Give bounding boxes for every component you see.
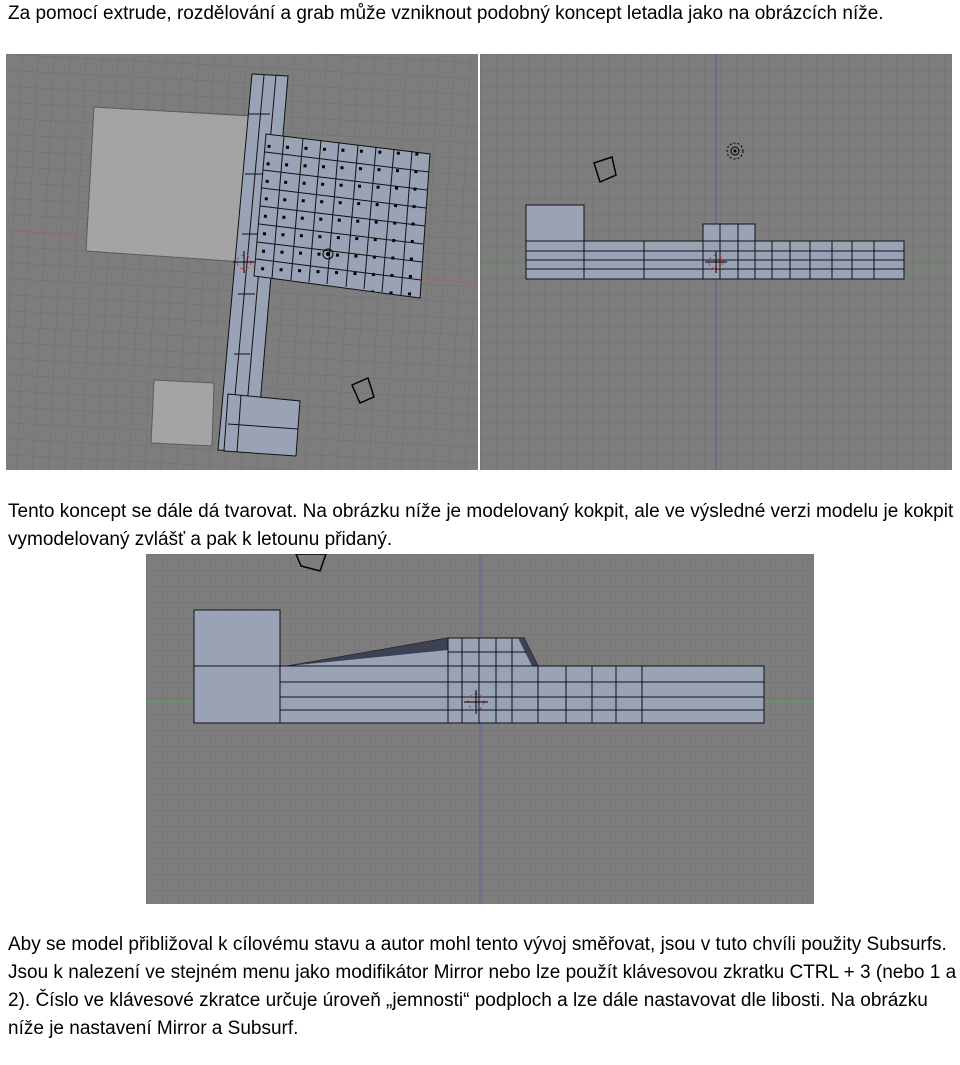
- cockpit-block: [194, 610, 280, 666]
- viewport-top-view: [6, 54, 478, 470]
- tail-plane-left: [151, 380, 214, 446]
- viewport-cockpit-view: [146, 554, 814, 904]
- canopy-block: [703, 224, 755, 242]
- wing-mesh-grid: [254, 134, 430, 298]
- wing-plane-left: [86, 107, 251, 262]
- intro-paragraph: Za pomocí extrude, rozdělování a grab může vzniknout podobný koncept letadla jako na obrázcích níže.: [8, 3, 884, 24]
- cockpit-block: [526, 205, 584, 241]
- concept-paragraph: Tento koncept se dále dá tvarovat. Na obrázku níže je modelovaný kokpit, ale ve výsledné verzi modelu je kokpit vymodelovaný zvlášť a pak k letounu přidaný.: [8, 501, 954, 550]
- subsurf-paragraph: Aby se model přibližoval k cílovému stavu a autor mohl tento vývoj směřovat, jsou v tuto chvíli použity Subsurfs. Jsou k nalezení ve stejném menu jako modifikátor Mirror nebo lze použít klávesovou zkratku CTRL + 3 (nebo 1 a 2). Číslo ve klávesové zkratce určuje úroveň „jemnosti“ podploch a lze dále nastavovat dle libosti. Na obrázku níže je nastavení Mirror a Subsurf.: [8, 934, 957, 1039]
- viewport-front-view: [480, 54, 952, 470]
